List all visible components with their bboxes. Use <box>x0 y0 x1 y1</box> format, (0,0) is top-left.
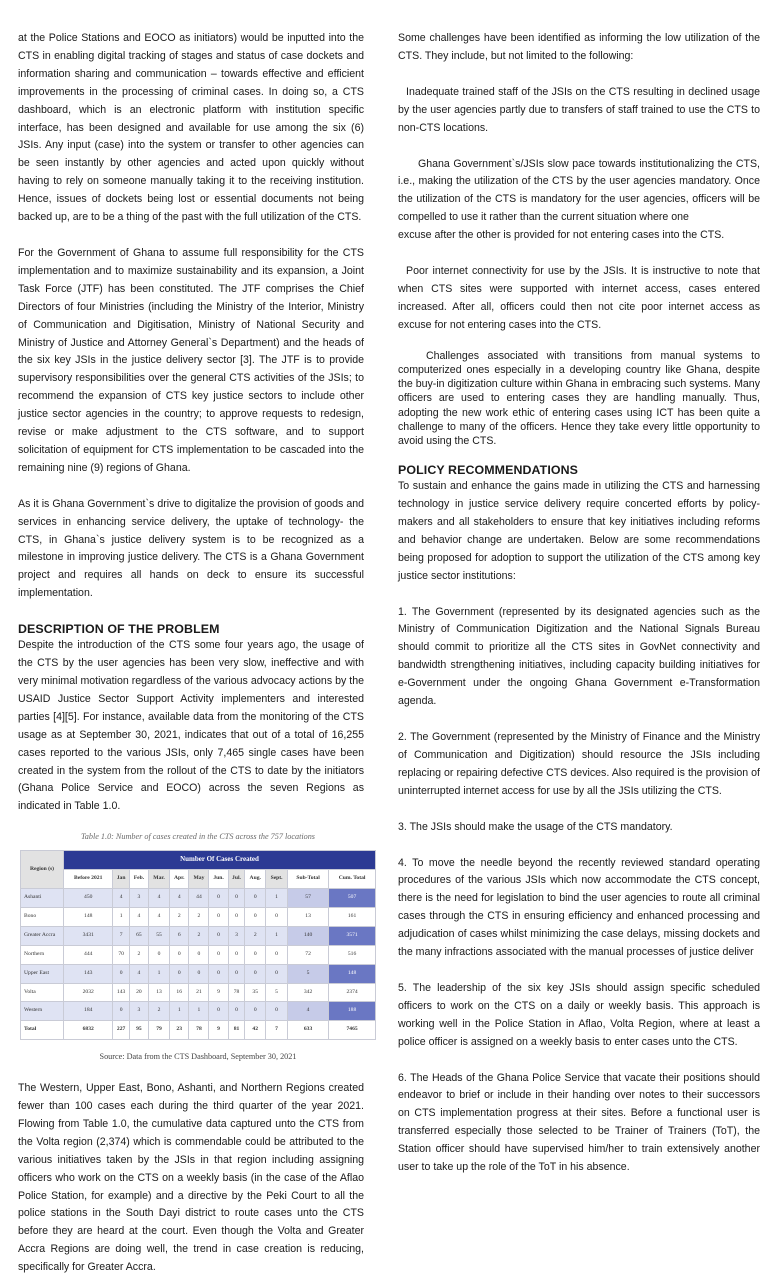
table-cell: 4 <box>149 907 170 926</box>
left-column <box>18 30 364 1277</box>
table-row <box>21 1002 376 1021</box>
table-cell: 0 <box>245 1002 266 1021</box>
table-cell: 148 <box>329 964 376 983</box>
challenge-internet: Poor internet connectivity for use by the JSIs. It is instructive to note that when CTS sites were supported with internet access, cases entered increased. After all, officers could then not cite poor internet access as excuse for not entering cases into the CTS. <box>398 265 760 331</box>
table-caption: Table 1.0: Number of cases created in the CTS across the 757 locations <box>80 832 315 842</box>
table-cell: 0 <box>189 945 209 964</box>
table-cell: 23 <box>170 1021 189 1040</box>
table-cell: 1 <box>266 926 288 945</box>
table-cell: 143 <box>64 964 113 983</box>
table-row <box>21 964 376 983</box>
table-cell: 633 <box>287 1021 328 1040</box>
table-cell: 4 <box>287 1002 328 1021</box>
table-cell: 5 <box>287 964 328 983</box>
table-cell: 0 <box>209 907 228 926</box>
recommendation-6: 6. The Heads of the Ghana Police Service that vacate their positions should endeavor to brief or include in their handing over notes to their successors on CTS implementation progress at their sites. Before a functional user is transferred especially those selected to be Trainer of Trainers (ToT), the Station officer should have supervised him/her to train extensively another user to take up the role of the ToT in his absence. <box>398 1071 760 1174</box>
table-cell: 95 <box>129 1021 148 1040</box>
table-cell: 2 <box>129 945 148 964</box>
table-cell: 6 <box>170 926 189 945</box>
table-cell: 0 <box>113 1002 129 1021</box>
recommendation-3: 3. The JSIs should make the usage of the CTS mandatory. <box>398 820 673 833</box>
table-cell: 9 <box>209 1021 228 1040</box>
table-cell: 0 <box>149 945 170 964</box>
table-cell: 13 <box>287 907 328 926</box>
paragraph-challenges-intro: Some challenges have been identified as informing the low utilization of the CTS. They include, but not limited to the following: <box>398 32 760 62</box>
table-cell: 516 <box>329 945 376 964</box>
column-header: Apr. <box>170 870 189 889</box>
column-header: Aug. <box>245 870 266 889</box>
heading-policy-recommendations: POLICY RECOMMENDATIONS <box>398 463 579 478</box>
table-cell: 57 <box>287 888 328 907</box>
table-cell: 2 <box>170 907 189 926</box>
table-cell: 0 <box>209 926 228 945</box>
heading-description-of-problem: DESCRIPTION OF THE PROBLEM <box>18 622 220 637</box>
table-cell: 0 <box>266 1002 288 1021</box>
table-cell: 1 <box>170 1002 189 1021</box>
table-cell: 4 <box>129 964 148 983</box>
table-cell: 6832 <box>64 1021 113 1040</box>
table-cell: 0 <box>209 888 228 907</box>
table-cell: 3 <box>129 1002 148 1021</box>
table-cell: 2 <box>149 1002 170 1021</box>
challenge-trained-staff: Inadequate trained staff of the JSIs on the CTS resulting in declined usage by the user agencies partly due to transfers of staff trained to use the CTS to non-CTS locations. <box>398 85 760 134</box>
table-cell: 0 <box>170 945 189 964</box>
challenge-slow-pace: Ghana Government`s/JSIs slow pace towards institutionalizing the CTS, i.e., making the utilization of the CTS by the user agencies mandatory. Once the utilization of the CTS is mandatory for the user agencies, officers will be compelled to use it rather than the current situation where one <box>398 157 760 224</box>
table-cell: 35 <box>245 983 266 1002</box>
table-cell: 148 <box>64 907 113 926</box>
table-cell: 44 <box>189 888 209 907</box>
column-header: May <box>189 870 209 889</box>
challenge-slow-pace-continued: excuse after the other is provided for not entering cases into the CTS. <box>398 229 725 242</box>
table-cell: 0 <box>209 1002 228 1021</box>
region-name: Volta <box>21 983 64 1002</box>
recommendation-1: 1. The Government (represented by its designated agencies such as the Ministry of Communication Digitization and the National Signals Bureau should commit to prioritize all the CTS sites in GovNet connectivity and bandwidth strengthening initiatives, including capacity building initiatives for e-Government under the ongoing Ghana Government e-Transformation agenda. <box>398 605 760 708</box>
table-cell: 55 <box>149 926 170 945</box>
table-cell: 342 <box>287 983 328 1002</box>
region-name: Ashanti <box>21 888 64 907</box>
table-cell: 4 <box>149 888 170 907</box>
table-cell: 444 <box>64 945 113 964</box>
table-cell: 4 <box>129 907 148 926</box>
table-cell: 0 <box>245 945 266 964</box>
table-cell: 78 <box>228 983 245 1002</box>
table-row <box>21 888 376 907</box>
table-cell: 16 <box>170 983 189 1002</box>
region-name: Western <box>21 1002 64 1021</box>
column-header: Cum. Total <box>329 870 376 889</box>
region-name: Bono <box>21 907 64 926</box>
table-cell: 65 <box>129 926 148 945</box>
table-cell: 0 <box>170 964 189 983</box>
table-cell: 3 <box>228 926 245 945</box>
table-cell: 1 <box>266 888 288 907</box>
column-header: Sub-Total <box>287 870 328 889</box>
table-cell: 4 <box>113 888 129 907</box>
table-cell: 3431 <box>64 926 113 945</box>
region-name: Northern <box>21 945 64 964</box>
paragraph-policy-intro: To sustain and enhance the gains made in utilizing the CTS and harnessing technology in justice service delivery require concerted efforts by policy-makers and all stakeholders to ensure that key initiatives including reforms and behavior change are undertaken. Below are some recommendations being proposed for adoption to support the utilization of the CTS among key justice sector institutions: <box>398 480 760 582</box>
table-cell: 79 <box>149 1021 170 1040</box>
table-cell: 7 <box>266 1021 288 1040</box>
table-row <box>21 983 376 1002</box>
table-cell: 184 <box>64 1002 113 1021</box>
paragraph-digitalization-drive: As it is Ghana Government`s drive to digitalize the provision of goods and services in enhancing service delivery, the uptake of technology- the CTS, in Ghana`s justice delivery system is to be recognized as a milestone in improving justice delivery. The CTS is a Ghana Government project and requires all hands on deck to ensure its successful implementation. <box>18 497 364 600</box>
cases-table <box>20 850 376 1040</box>
column-header: Jun. <box>209 870 228 889</box>
table-cell: 140 <box>287 926 328 945</box>
table-cell: 1 <box>189 1002 209 1021</box>
paragraph-joint-task-force: For the Government of Ghana to assume full responsibility for the CTS implementation and to maximize sustainability and its expansion, a Joint Task Force (JTF) has been constituted. The JTF comprises the Chief Directors of four Ministries (including the Ministry of the Interior, Ministry of Communication and Digitisation, Ministry of National Security and Ministry of Justice and Attorney General`s Department) and the heads of the six key JSIs in the justice delivery sector [3]. The JTF is to provide supervisory responsibilities over the general CTS activities of the JSIs; to recommend the expansion of CTS key justice sectors to include other justice sector agencies in the country; to approve requests to redesign, revise or make adjustment to the CTS software, and to support solicitation of equipment for CTS implementation to be cascaded into the remaining nine (9) regions of Ghana. <box>18 246 364 474</box>
table-cell: 0 <box>228 907 245 926</box>
table-cell: 0 <box>266 945 288 964</box>
table-cell: 0 <box>209 945 228 964</box>
table-cell: 227 <box>113 1021 129 1040</box>
paragraph-problem: Despite the introduction of the CTS some four years ago, the usage of the CTS by the user agencies has been very slow, ineffective and with very minimal motivation regardless of the various advocacy actions by the USAID Justice Sector Support Activity implementers and interested parties [4][5]. For instance, available data from the monitoring of the CTS usage as at September 30, 2021, indicates that out of a total of 16,255 cases reported to the various JSIs, only 7,465 single cases have been created in the system from the rollout of the CTS to date by the initiators (Ghana Police Service and EOCO) across the seven Regions as indicated in Table 1.0. <box>18 639 364 813</box>
right-column <box>398 30 760 1177</box>
column-header: Sept. <box>266 870 288 889</box>
table-cell: 4 <box>170 888 189 907</box>
table-row <box>21 945 376 964</box>
table-cell: 0 <box>228 945 245 964</box>
table-cell: 78 <box>189 1021 209 1040</box>
table-cell: 143 <box>113 983 129 1002</box>
table-cell: 1 <box>113 907 129 926</box>
table-cell: 0 <box>189 964 209 983</box>
table-cell: 81 <box>228 1021 245 1040</box>
table-row <box>21 907 376 926</box>
table-cell: 2032 <box>64 983 113 1002</box>
region-header: Region (s) <box>21 851 64 889</box>
recommendation-5: 5. The leadership of the six key JSIs should assign specific scheduled officers to work on the CTS on a daily or weekly basis. This approach is working well in the Police Station in Aflao, Volta Region, where at least a police officer is assigned on a weekly basis to enter cases unto the CTS. <box>398 981 760 1048</box>
table-cell: 161 <box>329 907 376 926</box>
recommendation-4: 4. To move the needle beyond the recently reviewed standard operating procedures of the various JSIs which now accommodate the CTS concept, there is the need for legislation to bind the user agencies to route all criminal cases through the CTS in ensuring efficiency and enhanced processing and adjudication of cases whilst minimizing the case delays, missing dockets and the many infractions associated with the manual processes of justice deliver <box>398 856 760 959</box>
table-cell: 2 <box>189 926 209 945</box>
table-cell: 0 <box>266 964 288 983</box>
table-cell: 0 <box>228 964 245 983</box>
table-cell: 450 <box>64 888 113 907</box>
table-cell: 2 <box>189 907 209 926</box>
table-cell: 7465 <box>329 1021 376 1040</box>
table-cell: 20 <box>129 983 148 1002</box>
paragraph-cts-tracking: at the Police Stations and EOCO as initiators) would be inputted into the CTS in enabling digital tracking of stages and status of case dockets and information sharing and communication – towards effective and efficient improvements in the processing of criminal cases. In doing so, a CTS dashboard, which is an electronic platform with institution specific interface, has been designed and available for use among the six (6) JSIs. Any input (case) into the system or transfer to other agencies can be seen instantly by other agencies and acted upon quickly without having to rely on someone manually taking it to the receiving institution. Hence, issues of dockets being lost or essential documents not being backed up, are to be a thing of the past with the full utilization of the CTS. <box>18 32 364 224</box>
table-cell: 3571 <box>329 926 376 945</box>
region-name: Total <box>21 1021 64 1040</box>
table-cell: 3 <box>129 888 148 907</box>
column-header: Before 2021 <box>64 870 113 889</box>
table-cell: 0 <box>228 1002 245 1021</box>
table-cell: 0 <box>228 888 245 907</box>
region-name: Upper East <box>21 964 64 983</box>
table-cell: 0 <box>245 907 266 926</box>
table-cell: 0 <box>245 888 266 907</box>
table-cell: 42 <box>245 1021 266 1040</box>
table-cell: 188 <box>329 1002 376 1021</box>
table-cell: 13 <box>149 983 170 1002</box>
table-cell: 0 <box>266 907 288 926</box>
table-cell: 7 <box>113 926 129 945</box>
table-cell: 0 <box>245 964 266 983</box>
table-cell: 2 <box>245 926 266 945</box>
paragraph-regional-analysis: The Western, Upper East, Bono, Ashanti, and Northern Regions created fewer than 100 cases each during the third quarter of the year 2021. Flowing from Table 1.0, the cumulative data captured unto the CTS from the Volta region (2,374) which is commendable could be attributed to the various initiatives taken by the JSIs in that region including assigning officers who work on the CTS on a weekly basis (in the case of the Aflao Police Station, for example) and a directive by the Peki Court to all the police stations in the South Dayi district to route cases unto the CTS before they are heard at the court. Even though the Volta and Greater Accra Regions are doing well, the trend in case creation is reducing, specifically for Greater Accra. <box>18 1082 364 1274</box>
table-cell: 9 <box>209 983 228 1002</box>
column-header: Feb. <box>129 870 148 889</box>
table-cell: 0 <box>113 964 129 983</box>
table-total-row <box>21 1021 376 1040</box>
table-cell: 1 <box>149 964 170 983</box>
table-cell: 507 <box>329 888 376 907</box>
table-cell: 21 <box>189 983 209 1002</box>
column-header: Mar. <box>149 870 170 889</box>
table-cell: 5 <box>266 983 288 1002</box>
column-header: Jul. <box>228 870 245 889</box>
table-cell: 72 <box>287 945 328 964</box>
cases-table-figure <box>20 828 376 1066</box>
table-cell: 2374 <box>329 983 376 1002</box>
table-banner: Number Of Cases Created <box>64 851 376 870</box>
region-name: Greater Accra <box>21 926 64 945</box>
table-cell: 0 <box>209 964 228 983</box>
column-header: Jan <box>113 870 129 889</box>
table-cell: 70 <box>113 945 129 964</box>
table-source: Source: Data from the CTS Dashboard, September 30, 2021 <box>99 1052 297 1062</box>
recommendation-2: 2. The Government (represented by the Ministry of Finance and the Ministry of Communication and Digitization) should resource the JSIs including replacing or repairing defective CTS devices. Also required is the provision of uninterrupted internet access for use by all the JSIs utilizing the CTS. <box>398 730 760 797</box>
table-row <box>21 926 376 945</box>
challenge-transition: Challenges associated with transitions from manual systems to computerized ones especially in a developing country like Ghana, despite the buy-in digitization culture within Ghana in embracing such systems. Many officers are used to entering cases they are handling manually. Thus, adopting the new work ethic of entering cases using ICT has been quite a challenge to many of the officers. Hence they take every little opportunity to avoid using the CTS. <box>398 349 760 447</box>
